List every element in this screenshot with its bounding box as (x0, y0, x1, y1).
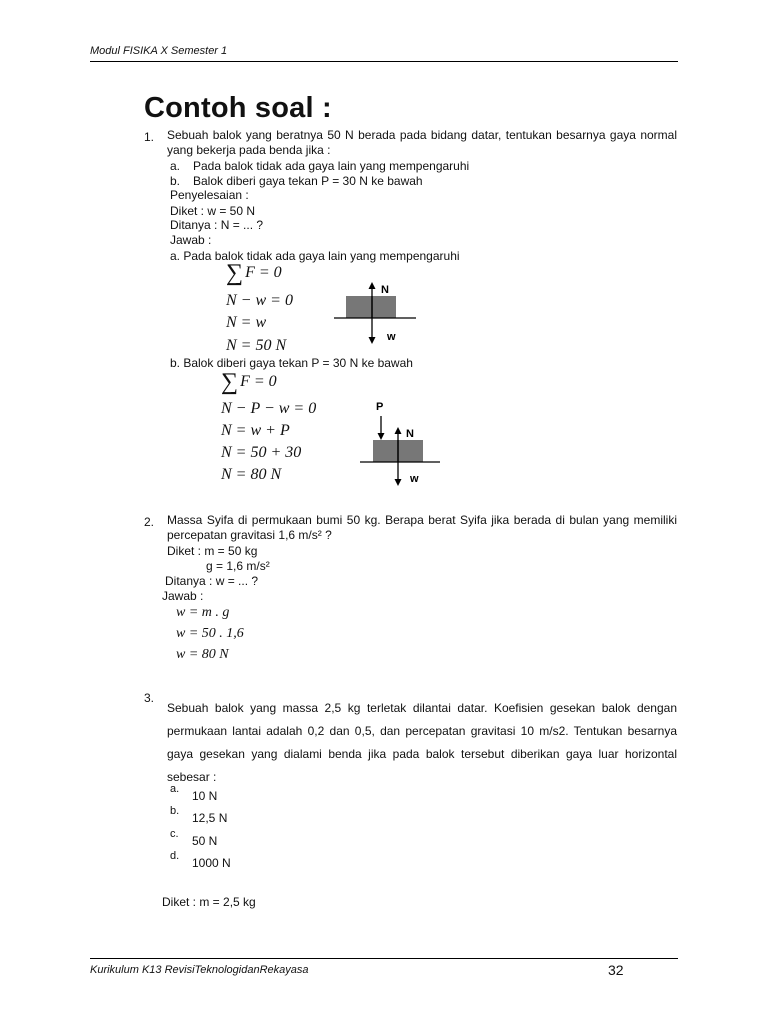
q3-option-d-letter: d. (170, 850, 180, 862)
q3-option-c: 50 N (192, 834, 218, 848)
push-arrowhead-b (378, 433, 385, 440)
q2-eq-1: w = m . g (176, 605, 230, 620)
q1-penyelesaian: Penyelesaian : (170, 188, 249, 202)
q2-eq-3: w = 80 N (176, 647, 229, 662)
q1-option-b: Balok diberi gaya tekan P = 30 N ke bawah (193, 174, 423, 188)
header-rule (90, 61, 678, 62)
force-diagram-a (330, 280, 420, 348)
q1-b-eq-1-text: F = 0 (240, 373, 277, 390)
q2-question: Massa Syifa di permukaan bumi 50 kg. Berapa berat Syifa jika berada di bulan yang memiliki percepatan gravitasi 1,6 m/s² ? (167, 513, 677, 542)
sigma-symbol: ∑ (221, 369, 239, 395)
q1-b-eq-5: N = 80 N (221, 466, 282, 483)
q3-question: Sebuah balok yang massa 2,5 kg terletak dilantai datar. Koefisien gesekan balok dengan permukaan lantai adalah 0,2 dan 0,5, dan percepatan gravitasi 10 m/s2. Tentukan besarnya gaya gesekan yang dialami benda jika pada balok tersebut diberikan gaya luar horizontal sebesar : (167, 701, 677, 784)
q1-part-b-label: b. Balok diberi gaya tekan P = 30 N ke bawah (170, 356, 413, 370)
q1-jawab: Jawab : (170, 233, 212, 247)
q2-eq-2: w = 50 . 1,6 (176, 626, 244, 641)
q1-question: Sebuah balok yang beratnya 50 N berada pada bidang datar, tentukan besarnya gaya normal yang bekerja pada benda jika : (167, 128, 677, 157)
q1-b-eq-4: N = 50 + 30 (221, 444, 302, 461)
q1-ditanya: Ditanya : N = ... ? (170, 218, 264, 232)
q1-a-eq-3: N = w (226, 314, 267, 331)
q2-jawab: Jawab : (162, 589, 204, 603)
q1-b-eq-2: N − P − w = 0 (221, 400, 317, 417)
block-a (346, 296, 396, 318)
q1-a-eq-1 (226, 262, 282, 284)
q2-diket: Diket : m = 50 kg (167, 544, 258, 558)
q3-option-c-letter: c. (170, 828, 179, 840)
q1-part-a-label: a. Pada balok tidak ada gaya lain yang mempengaruhi (170, 249, 460, 263)
q1-option-a-letter: a. (170, 159, 181, 173)
label-p-b: P (376, 401, 384, 413)
weight-arrowhead-b (395, 479, 402, 486)
q3-option-a: 10 N (192, 789, 218, 803)
q1-option-b-letter: b. (170, 174, 181, 188)
footer-rule (90, 958, 678, 959)
page-number: 32 (608, 962, 624, 978)
q2-ditanya: Ditanya : w = ... ? (165, 574, 259, 588)
page-title: Contoh soal : (144, 92, 332, 124)
q3-diket: Diket : m = 2,5 kg (162, 895, 256, 909)
footer-text: Kurikulum K13 RevisiTeknologidanRekayasa (90, 964, 309, 976)
weight-arrowhead-a (369, 337, 376, 344)
sigma-symbol: ∑ (226, 260, 244, 286)
q3-option-b-letter: b. (170, 805, 180, 817)
normal-arrowhead-b (395, 427, 402, 434)
q1-a-eq-2: N − w = 0 (226, 292, 293, 309)
label-n-a: N (381, 284, 389, 296)
q1-number: 1. (144, 130, 155, 144)
q1-diket: Diket : w = 50 N (170, 204, 256, 218)
q1-b-eq-3: N = w + P (221, 422, 290, 439)
q1-a-eq-4: N = 50 N (226, 337, 287, 354)
label-n-b: N (406, 428, 414, 440)
q3-option-d: 1000 N (192, 856, 231, 870)
q3-number: 3. (144, 691, 155, 705)
q3-option-b: 12,5 N (192, 811, 228, 825)
q2-diket-g: g = 1,6 m/s² (206, 559, 270, 573)
force-diagram-b (355, 398, 445, 490)
q2-number: 2. (144, 515, 155, 529)
header-text: Modul FISIKA X Semester 1 (90, 45, 228, 57)
q3-option-a-letter: a. (170, 783, 180, 795)
label-w-b: w (410, 473, 419, 485)
q1-option-a: Pada balok tidak ada gaya lain yang mempengaruhi (193, 159, 470, 173)
normal-arrowhead-a (369, 282, 376, 289)
q1-b-eq-1 (221, 371, 277, 393)
label-w-a: w (387, 331, 396, 343)
q1-a-eq-1-text: F = 0 (245, 264, 282, 281)
